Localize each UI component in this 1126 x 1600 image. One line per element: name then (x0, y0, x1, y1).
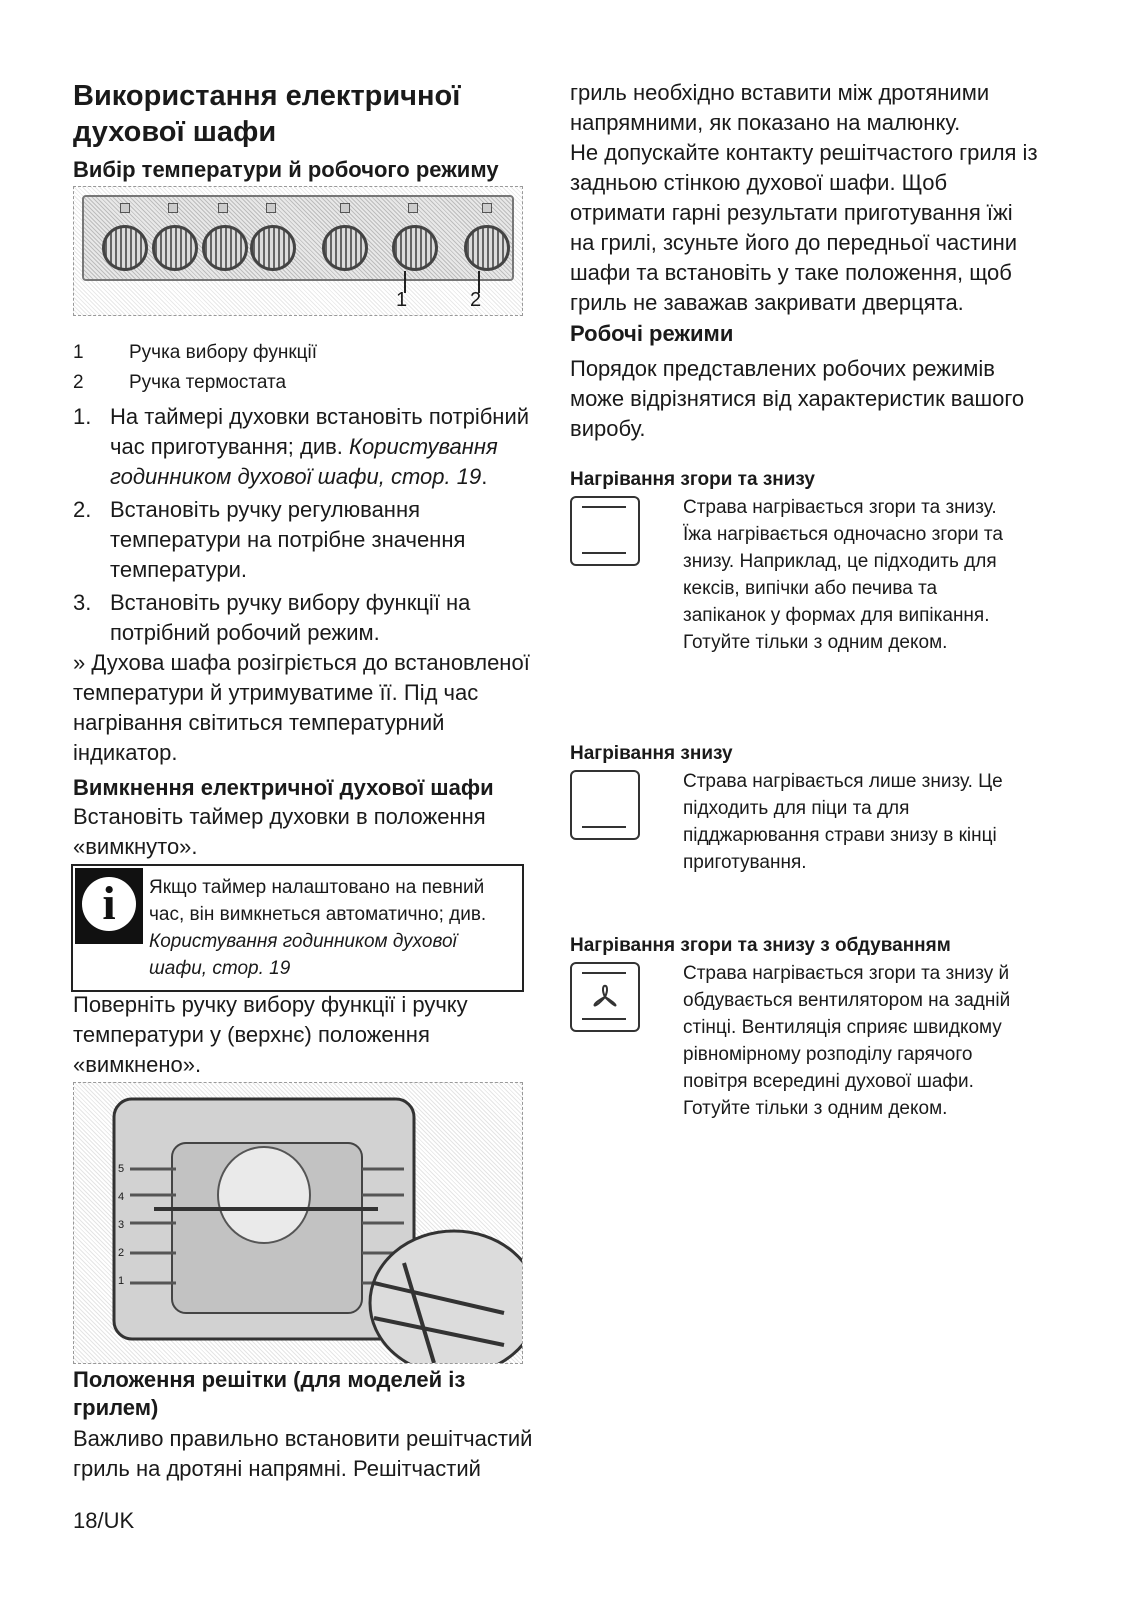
mode-title: Нагрівання згори та знизу (570, 469, 815, 490)
figure-legend (73, 338, 317, 398)
legend-item: 2 Ручка термостата (73, 372, 287, 393)
fan-heat-icon (570, 962, 640, 1032)
info-note (71, 864, 524, 992)
rack-level-label: 3 (118, 1219, 125, 1231)
rack-level-label: 1 (118, 1275, 125, 1287)
indicator-icon (408, 203, 418, 213)
section-heading-switch-off: Вимкнення електричної духової шафи (73, 775, 494, 800)
modes-intro: Порядок представлених робочих режимів може відрізнятися від характеристик вашого виробу. (570, 356, 1025, 441)
turn-knobs-text: Поверніть ручку вибору функції і ручку температури у (верхнє) положення «вимкнено». (73, 992, 468, 1077)
mode-description: Страва нагрівається згори та знизу. Їжа нагрівається одночасно згори та знизу. Наприклад, це підходить для кексів, випічки або печива та запіканок у формах для випікання. Готуйте тільки з одним деком. (683, 497, 1003, 653)
rack-level-label: 2 (118, 1247, 125, 1259)
mode-description: Страва нагрівається згори та знизу й обдувається вентилятором на задній стінці. Вентиляція сприяє швидкому рівномірному розподілу гарячого повітря всередині духової шафи. Готуйте тільки з одним деком. (683, 963, 1011, 1119)
step-item: 3. Встановіть ручку вибору функції на потрібний робочий режим. (73, 590, 471, 645)
hob-knob (250, 225, 296, 271)
indicator-icon (120, 203, 130, 213)
section-heading-rack: Положення решітки (для моделей із грилем) (73, 1367, 466, 1420)
bottom-heat-icon (570, 770, 640, 840)
oven-rack-figure (73, 1082, 523, 1364)
info-icon: i (75, 868, 143, 944)
hob-knob (202, 225, 248, 271)
mode-title: Нагрівання згори та знизу з обдуванням (570, 935, 951, 956)
page-number: 18/UK (73, 1508, 135, 1533)
timer-knob (322, 225, 368, 271)
indicator-icon (218, 203, 228, 213)
step-item: 1. На таймері духовки встановіть потрібний час приготування; див. Користування годинником духової шафи, стор. 19. (73, 404, 530, 489)
mode-description: Страва нагрівається лише знизу. Це підходить для піци та для підджарювання страви знизу в кінці приготування. (683, 771, 1003, 873)
rack-text: Важливо правильно встановити решітчастий гриль на дротяні напрямні. Решітчастий (73, 1426, 533, 1481)
info-text: Якщо таймер налаштовано на певний час, він вимкнеться автоматично; див. Користування годинником духової шафи, стор. 19 (149, 877, 487, 979)
steps-list (73, 402, 533, 651)
indicator-icon (168, 203, 178, 213)
rack-text-continued: гриль необхідно вставити між дротяними напрямними, як показано на малюнку. (570, 80, 990, 135)
step-item: 2. Встановіть ручку регулювання температури на потрібне значення температури. (73, 497, 466, 582)
top-bottom-heat-icon (570, 496, 640, 566)
thermostat-knob (464, 225, 510, 271)
hob-knob (152, 225, 198, 271)
section-heading-temperature: Вибір температури й робочого режиму (73, 157, 499, 182)
hob-knob (102, 225, 148, 271)
function-knob (392, 225, 438, 271)
mode-title: Нагрівання знизу (570, 743, 733, 764)
oven-interior-illustration (74, 1083, 522, 1363)
indicator-icon (266, 203, 276, 213)
control-panel (82, 195, 514, 281)
fan-icon (572, 964, 638, 1030)
section-heading-modes: Робочі режими (570, 321, 734, 346)
rack-level-label: 5 (118, 1163, 125, 1175)
result-text: » Духова шафа розігріється до встановленої температури й утримуватиме її. Під час нагрівання світиться температурний індикатор. (73, 650, 530, 765)
legend-item: 1 Ручка вибору функції (73, 342, 318, 363)
indicator-icon (340, 203, 350, 213)
control-panel-figure (73, 186, 523, 316)
grill-warning-text: Не допускайте контакту решітчастого гриля із задньою стінкою духової шафи. Щоб отримати гарні результати приготування їжі на грилі, зсуньте його до передньої частини шафи та встановіть у таке положення, щоб гриль не заважав закривати дверцята. (570, 140, 1038, 315)
callout-label-2: 2 (470, 289, 482, 311)
switch-off-text: Встановіть таймер духовки в положення «вимкнуто». (73, 804, 486, 859)
rack-level-label: 4 (118, 1191, 125, 1203)
indicator-icon (482, 203, 492, 213)
callout-label-1: 1 (396, 289, 408, 311)
page-title: Використання електричної духової шафи (73, 80, 461, 148)
